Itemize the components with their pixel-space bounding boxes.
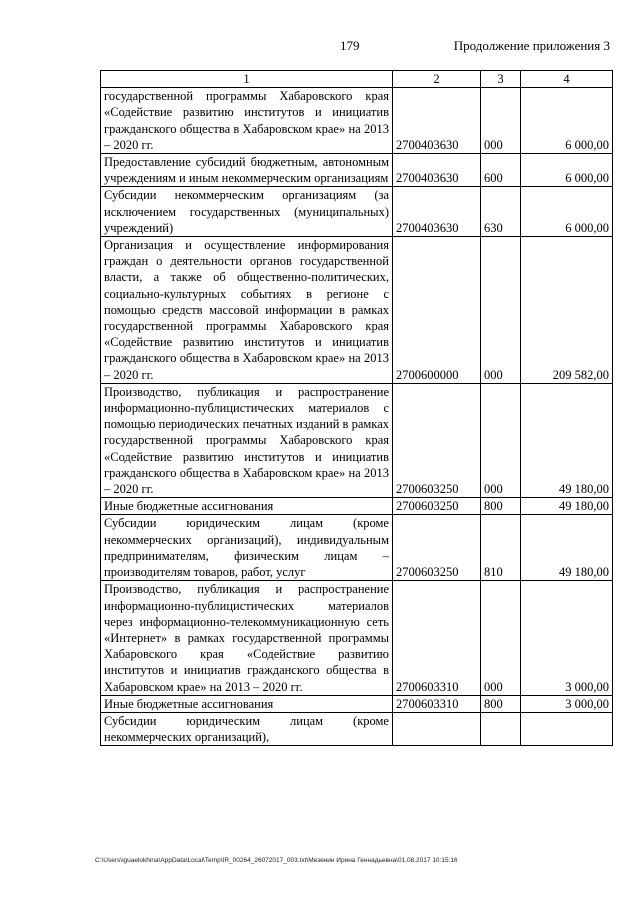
row-sum: 209 582,00 <box>521 237 613 384</box>
row-vr: 600 <box>481 154 521 187</box>
row-sum <box>521 712 613 745</box>
row-vr: 000 <box>481 383 521 497</box>
row-sum: 6 000,00 <box>521 88 613 154</box>
row-sum: 49 180,00 <box>521 498 613 515</box>
column-header: 1 <box>101 71 393 88</box>
table-row <box>101 88 613 154</box>
table-row <box>101 237 613 384</box>
row-name: Субсидии юридическим лицам (кроме некоммерческих организаций), индивидуальным предпринимателям, физическим лицам – производителям товаров, работ, услуг <box>101 515 393 581</box>
row-vr: 000 <box>481 581 521 695</box>
row-vr: 630 <box>481 187 521 237</box>
row-sum: 6 000,00 <box>521 187 613 237</box>
row-code: 2700603310 <box>393 695 481 712</box>
row-code: 2700603250 <box>393 383 481 497</box>
table-row <box>101 383 613 497</box>
row-code: 2700603310 <box>393 581 481 695</box>
table-row <box>101 187 613 237</box>
row-vr: 800 <box>481 695 521 712</box>
budget-table <box>100 70 613 746</box>
row-name: Иные бюджетные ассигнования <box>101 695 393 712</box>
row-code: 2700403630 <box>393 154 481 187</box>
row-vr: 000 <box>481 88 521 154</box>
row-code: 2700600000 <box>393 237 481 384</box>
page-number: 179 <box>340 38 360 53</box>
row-name: Субсидии юридическим лицам (кроме некоммерческих организаций), <box>101 712 393 745</box>
row-name: Предоставление субсидий бюджетным, автономным учреждениям и иным некоммерческим организациям <box>101 154 393 187</box>
row-name: Производство, публикация и распространение информационно-публицистических материалов через информационно-телекоммуникационную сеть «Интернет» в рамках государственной программы Хабаровского края «Содействие развитию институтов и инициатив гражданского общества в Хабаровском крае» на 2013 – 2020 гг. <box>101 581 393 695</box>
table-row <box>101 498 613 515</box>
row-name: Организация и осуществление информирования граждан о деятельности органов государственной власти, а также об общественно-политических, социально-культурных событиях в регионе с помощью средств массовой информации в рамках государственной программы Хабаровского края «Содействие развитию институтов и инициатив гражданского общества в Хабаровском крае» на 2013 – 2020 гг. <box>101 237 393 384</box>
row-vr <box>481 712 521 745</box>
table-row <box>101 712 613 745</box>
row-sum: 3 000,00 <box>521 581 613 695</box>
row-vr: 800 <box>481 498 521 515</box>
table-row <box>101 515 613 581</box>
table-row <box>101 695 613 712</box>
row-code <box>393 712 481 745</box>
row-name: Субсидии некоммерческим организациям (за исключением государственных (муниципальных) учреждений) <box>101 187 393 237</box>
row-sum: 49 180,00 <box>521 515 613 581</box>
row-vr: 810 <box>481 515 521 581</box>
row-name: государственной программы Хабаровского края «Содействие развитию институтов и инициатив гражданского общества в Хабаровском крае» на 2013 – 2020 гг. <box>101 88 393 154</box>
table-row <box>101 154 613 187</box>
table-row <box>101 581 613 695</box>
column-header: 3 <box>481 71 521 88</box>
row-sum: 3 000,00 <box>521 695 613 712</box>
row-code: 2700403630 <box>393 88 481 154</box>
row-code: 2700403630 <box>393 187 481 237</box>
continuation-label: Продолжение приложения 3 <box>453 38 610 53</box>
column-header: 4 <box>521 71 613 88</box>
column-header: 2 <box>393 71 481 88</box>
row-code: 2700603250 <box>393 515 481 581</box>
table-header-row <box>101 71 613 88</box>
row-name: Иные бюджетные ассигнования <box>101 498 393 515</box>
file-path-footer: C:\Users\iguaelokhina\AppData\Local\Temp\IR_00264_26072017_003.txt\Мезенин Ирина Геннадьевна\01.08.2017 10:15:16 <box>95 857 458 864</box>
row-name: Производство, публикация и распространение информационно-публицистических материалов с помощью периодических печатных изданий в рамках государственной программы Хабаровского края «Содействие развитию институтов и инициатив гражданского общества в Хабаровском крае» на 2013 – 2020 гг. <box>101 383 393 497</box>
row-vr: 000 <box>481 237 521 384</box>
row-sum: 49 180,00 <box>521 383 613 497</box>
row-code: 2700603250 <box>393 498 481 515</box>
row-sum: 6 000,00 <box>521 154 613 187</box>
